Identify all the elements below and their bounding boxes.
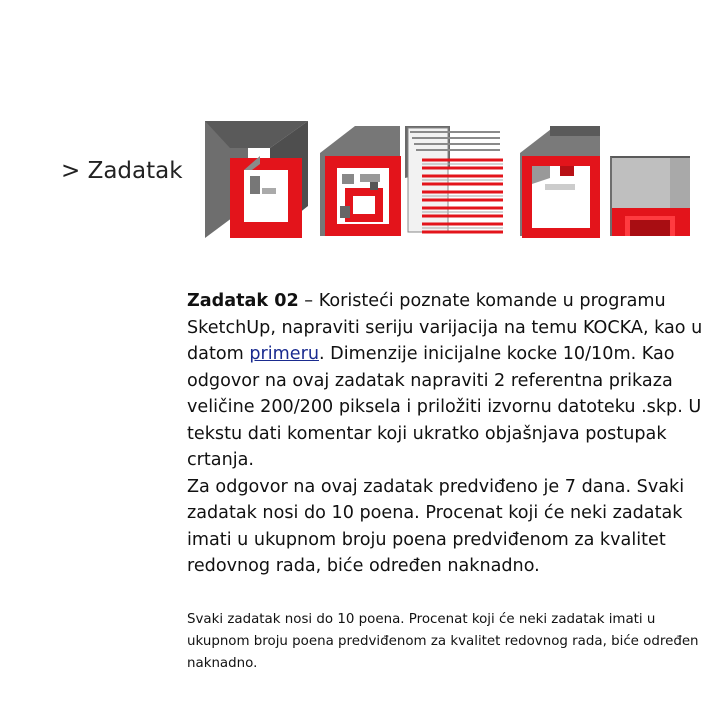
section-heading: > Zadatak: [61, 158, 183, 184]
task-paragraph-2: Za odgovor na ovaj zadatak predviđeno je 7 dana. Svaki zadatak nosi do 10 poena. Procenat koji će neki zadatak imati u ukupnom broju poena predviđenom za kvalitet redovnog rada, biće određen naknadno.: [187, 476, 685, 576]
cube-hollow-frame: [205, 121, 308, 238]
cube-sliced-layers: [405, 126, 503, 232]
task-title: Zadatak 02: [187, 291, 299, 311]
task-paragraph-1: [187, 288, 717, 474]
footnote: Svaki zadatak nosi do 10 poena. Procenat koji će neki zadatak imati u ukupnom broju poena predviđenom za kvalitet redovnog rada, biće određen naknadno.: [187, 612, 699, 671]
task-description: [187, 288, 717, 580]
cube-solid-cut: [610, 156, 690, 236]
task-intro: Koristeći poznate komande u programu SketchUp, napraviti seriju varijacija na temu KOCKA, kao u datom: [187, 291, 703, 364]
example-link[interactable]: primeru: [249, 344, 319, 364]
cube-open-frame: [520, 126, 600, 238]
cube-nested-frames: [320, 126, 401, 236]
task-dash: –: [298, 291, 319, 311]
task-rest: . Dimenzije inicijalne kocke 10/10m. Kao odgovor na ovaj zadatak napraviti 2 referentna prikaza veličine 200/200 piksela i priložiti izvornu datoteku .skp. U tekstu dati komentar koji ukratko objašnjava postupak crtanja.: [187, 344, 702, 470]
cube-variations-illustration: [200, 118, 695, 241]
